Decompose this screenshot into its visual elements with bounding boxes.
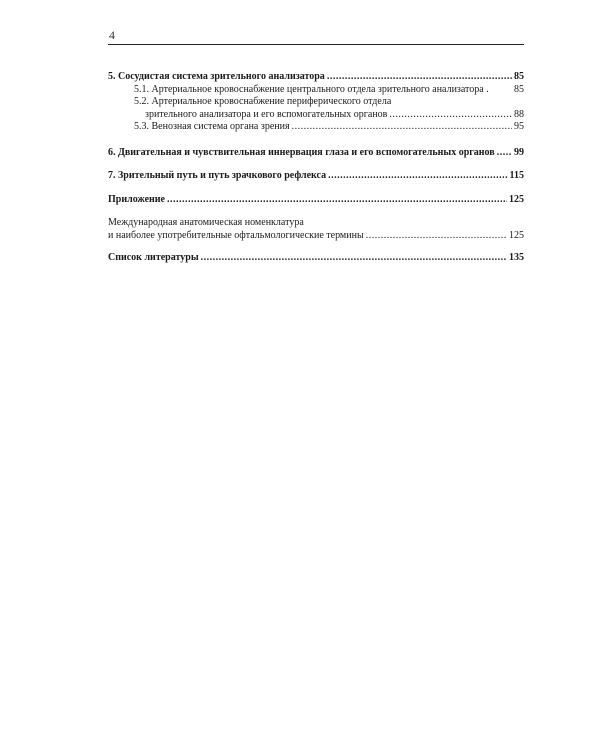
toc-entry-section-5-1[interactable] [108,84,524,97]
toc-entry-page: 85 [514,83,524,95]
toc-entry-page: 85 [514,71,524,82]
toc-entry-appendix[interactable] [108,194,524,207]
dot-leader [167,194,507,207]
toc-entry-title: Список литературы [108,252,199,263]
toc-entry-page: 125 [509,229,524,241]
toc-entry-references[interactable] [108,252,524,265]
toc-entry-title: 5. Сосудистая система зрительного анализатора [108,71,325,82]
toc-entry-page: 95 [514,121,524,132]
dot-leader [327,71,512,84]
toc-entry-section-5-3[interactable] [108,121,524,134]
toc-entry-title: 5.1. Артериальное кровоснабжение центрального отдела зрительного анализатора . [134,83,489,95]
dot-leader [497,147,512,160]
toc-entry-chapter-6[interactable] [108,147,524,160]
toc-entry-page: 135 [509,252,524,263]
toc-entry-title: 7. Зрительный путь и путь зрачкового рефлекса [108,170,327,181]
toc-entry-title: 5.3. Венозная система органа зрения [134,121,290,132]
header-rule [108,44,524,45]
toc-entry-nomenclature-line1[interactable]: Международная анатомическая номенклатура [108,217,304,228]
dot-leader [292,121,512,134]
dot-leader [389,109,512,122]
toc-entry-chapter-5[interactable] [108,71,524,84]
page-number: 4 [109,28,115,42]
toc-entry-page: 88 [514,108,524,120]
dot-leader [328,170,507,183]
toc-entry-page: 125 [509,193,524,205]
toc-entry-page: 115 [509,170,524,181]
toc-entry-nomenclature[interactable] [108,230,524,243]
toc-entry-page: 99 [514,146,524,158]
dot-leader [201,252,507,265]
toc-entry-section-5-2[interactable] [108,109,524,122]
dot-leader [366,230,507,243]
toc-entry-section-5-2-line1[interactable]: 5.2. Артериальное кровоснабжение периферического отдела [134,96,392,107]
toc-entry-title: Приложение [108,193,165,205]
table-of-contents [108,71,524,265]
toc-entry-title: 6. Двигательная и чувствительная иннервация глаза и его вспомогательных органов [108,146,495,158]
toc-entry-chapter-7[interactable] [108,170,524,183]
toc-entry-title: и наиболее употребительные офтальмологические термины [108,229,364,241]
toc-entry-title: зрительного анализатора и его вспомогательных органов [145,108,388,120]
